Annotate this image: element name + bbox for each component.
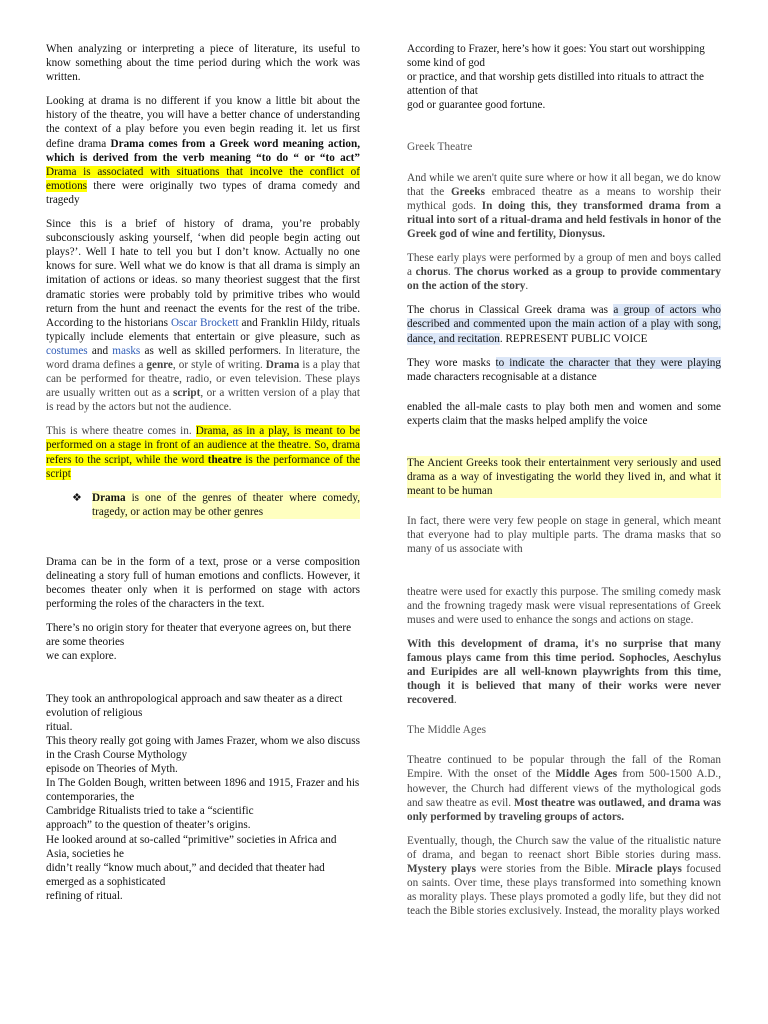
frazer-line: episode on Theories of Myth. — [46, 763, 178, 776]
greeks-term: Greeks — [450, 185, 485, 198]
famous-plays-end: . — [453, 694, 457, 707]
script-term: script — [172, 387, 201, 400]
public-voice-text: . REPRESENT PUBLIC VOICE — [499, 332, 648, 345]
church-text-2: were stories from the Bible. — [475, 863, 616, 876]
summary-line: god or guarantee good fortune. — [407, 99, 546, 112]
costumes-link[interactable]: costumes — [46, 344, 88, 357]
drama-etymology-text: Drama comes from a Greek word meaning action, which is derived from the verb meaning “to do “ or “to act” — [46, 137, 361, 164]
drama-play-text: is a play that can be performed for theatre, radio, or even television. These plays are usually written out as a — [46, 358, 360, 400]
middle-ages-text: Theatre continued to be popular through the fall of the Roman Empire. With the onset of the — [407, 754, 721, 781]
frazer-paragraph — [46, 692, 360, 903]
chorus-term: chorus — [415, 266, 448, 279]
origin-line-2: we can explore. — [46, 650, 117, 663]
frazer-summary-paragraph — [407, 42, 721, 112]
middle-ages-bold: Most theatre was outlawed, and drama was only performed by traveling groups of actors. — [407, 796, 721, 823]
diamond-bullet-icon: ❖ — [72, 490, 82, 504]
greek-bold-text: In doing this, they transformed drama from a ritual into sort of a ritual-drama and held festivals in honor of the Greek god of wine and fertility, Dionysus. — [407, 199, 722, 240]
theatre-highlight-text: Drama, as in a play, is meant to be performed on a stage in front of an audience at the theatre. So, drama refers to the script, while the word — [46, 425, 360, 466]
few-people-paragraph: In fact, there were very few people on stage in general, which meant that everyone had to play multiple parts. The drama masks that so many of us associate with — [407, 515, 721, 556]
middle-ages-heading: The Middle Ages — [407, 724, 487, 737]
ancient-greeks-paragraph: The Ancient Greeks took their entertainment very seriously and used drama as a way of investigating the world they lived in, and what it meant to be human — [407, 456, 721, 498]
chorus-bold-text: The chorus worked as a group to provide commentary on the action of the story — [407, 266, 722, 293]
drama-context-text: Looking at drama is no different if you know a little bit about the history of the theatre, you will have a better chance of understanding the context of a play before you even begin reading it. let us first define drama — [46, 95, 360, 150]
right-column — [407, 42, 721, 918]
frazer-line: In The Golden Bough, written between 1896 and 1915, Frazer and his contemporaries, the — [46, 777, 360, 804]
bullet-rest-text: is one of the genres of theater where comedy, tragedy, or action may be other genres — [92, 491, 360, 518]
chorus-end: . — [525, 280, 529, 293]
bullet-text — [92, 491, 360, 519]
theatre-highlight-text-2: is the performance of the script — [46, 453, 361, 480]
chorus-text: These early plays were performed by a group of men and boys called a — [407, 252, 721, 279]
frazer-line: Cambridge Ritualists tried to take a “scientific — [46, 805, 254, 818]
history-paragraph — [46, 217, 360, 414]
frazer-line: refining of ritual. — [46, 889, 123, 902]
theatre-intro-text: This is where theatre comes in. — [46, 425, 196, 438]
genre-term: genre — [146, 358, 173, 371]
history-text-4: as well as skilled performers. — [140, 344, 286, 357]
masks-paragraph — [407, 356, 721, 384]
origin-theories-paragraph — [46, 621, 360, 663]
drama-genre-bullet — [72, 491, 360, 519]
greek-text: And while we aren't quite sure where or how it all began, we do know that the — [407, 171, 721, 198]
middle-ages-text-2: from 500-1500 A.D., however, the Church had different views of the mythological gods and saw theatre as evil. — [407, 768, 722, 809]
left-column — [46, 42, 360, 903]
theater-form-paragraph: Drama can be in the form of a text, prose or a verse composition delineating a story full of human emotions and conflicts. However, it becomes theater only when it is performed on stage with actors performing the roles of the characters in the text. — [46, 555, 360, 611]
greek-origin-paragraph — [407, 171, 721, 241]
genre-text: In literature, the word drama defines a — [46, 344, 360, 371]
drama-definition-paragraph — [46, 94, 360, 207]
famous-plays-paragraph — [407, 637, 721, 707]
theatre-paragraph — [46, 424, 360, 480]
church-text: Eventually, though, the Church saw the value of the ritualistic nature of drama, and began to reenact short Bible stories during mass. — [407, 834, 721, 861]
all-male-cast-paragraph: enabled the all-male casts to play both men and women and some experts claim that the masks helped amplify the voice — [407, 400, 721, 427]
church-plays-paragraph — [407, 834, 721, 919]
intro-paragraph: When analyzing or interpreting a piece of literature, its useful to know something about the time period during which the work was written. — [46, 43, 360, 84]
greek-theatre-heading: Greek Theatre — [407, 141, 473, 154]
script-text: , or a written version of a play that is read by the actors but not the audience. — [46, 387, 360, 414]
frazer-line: didn’t really “know much about,” and decided that theater had emerged as a sophisticated — [46, 861, 325, 888]
famous-plays-bold: With this development of drama, it's no surprise that many famous plays came from this time period. Sophocles, Aeschylus and Euripides are all well-known playwrights from this time, though it is believed that many of their works were never recovered — [407, 637, 721, 707]
masks-purpose-paragraph: theatre were used for exactly this purpose. The smiling comedy mask and the frowning tragedy mask were visual representations of Greek muses and were used to enhance the songs and actions on stage. — [407, 585, 721, 626]
middle-ages-term: Middle Ages — [555, 768, 618, 781]
bullet-drama-term: Drama — [92, 491, 126, 504]
history-text-3: and — [87, 344, 113, 357]
masks-highlight: to indicate the character that they were playing — [495, 356, 721, 369]
chorus-paragraph — [407, 251, 721, 293]
oscar-brockett-link[interactable]: Oscar Brockett — [170, 316, 239, 329]
drama-conflict-highlight: Drama is associated with situations that incolve the conflict of emotions — [46, 165, 360, 192]
chorus-definition-paragraph — [407, 303, 721, 345]
drama-types-text: there were originally two types of drama comedy and tragedy — [46, 179, 360, 206]
frazer-line: He looked around at so-called “primitive” societies in Africa and Asia, societies he — [46, 833, 337, 860]
frazer-line: They took an anthropological approach and saw theater as a direct evolution of religious — [46, 692, 343, 719]
history-text-2: and Franklin Hildy, rituals typically include elements that entertain or give pleasure, such as — [46, 316, 360, 343]
frazer-line: approach” to the question of theater’s origins. — [46, 819, 251, 832]
greek-text-2: embraced theatre as a means to worship their mythical gods. — [407, 185, 721, 212]
chorus-def-highlight: a group of actors who described and commented upon the main action of a play with song, dance, and recitation — [407, 304, 721, 345]
drama-term: Drama — [265, 358, 300, 371]
frazer-line: ritual. — [46, 720, 73, 733]
masks-link[interactable]: masks — [112, 344, 141, 357]
miracle-plays-term: Miracle plays — [615, 863, 682, 876]
summary-line: or practice, and that worship gets distilled into rituals to attract the attention of that — [407, 71, 705, 98]
chorus-sep: . — [447, 266, 455, 279]
mystery-plays-term: Mystery plays — [407, 863, 476, 876]
theatre-term: theatre — [207, 453, 242, 466]
masks-text: They wore masks — [407, 356, 496, 369]
frazer-line: This theory really got going with James Frazer, whom we also discuss in the Crash Course Mythology — [46, 734, 360, 761]
masks-text-2: made characters recognisable at a distance — [407, 370, 597, 383]
origin-line-1: There’s no origin story for theater that everyone agrees on, but there are some theories — [46, 622, 352, 649]
genre-text-2: , or style of writing. — [172, 358, 266, 371]
summary-line: According to Frazer, here’s how it goes: You start out worshipping some kind of god — [407, 43, 705, 70]
middle-ages-paragraph — [407, 753, 721, 823]
history-text: Since this is a brief of history of drama, you’re probably subconsciously asking yourself, ‘when did people begin acting out plays?’. Well I hate to tell you but I don’t know. Actually no one knows for sure. Well what we do know is that all drama is simply an imitation of actions or ideas. so many theoriest suggest that the first dramatic stories were probably told by primitive tribes who would return from the hunt and reenact the events for the rest of the tribe. According to the historians — [46, 218, 360, 329]
chorus-def-text: The chorus in Classical Greek drama was — [407, 304, 614, 317]
church-text-3: focused on saints. Over time, these plays transformed into something known as morality plays. These plays promoted a godly life, but they did not teach the Bible stories exclusively. Instead, the morality plays worked — [407, 863, 721, 918]
